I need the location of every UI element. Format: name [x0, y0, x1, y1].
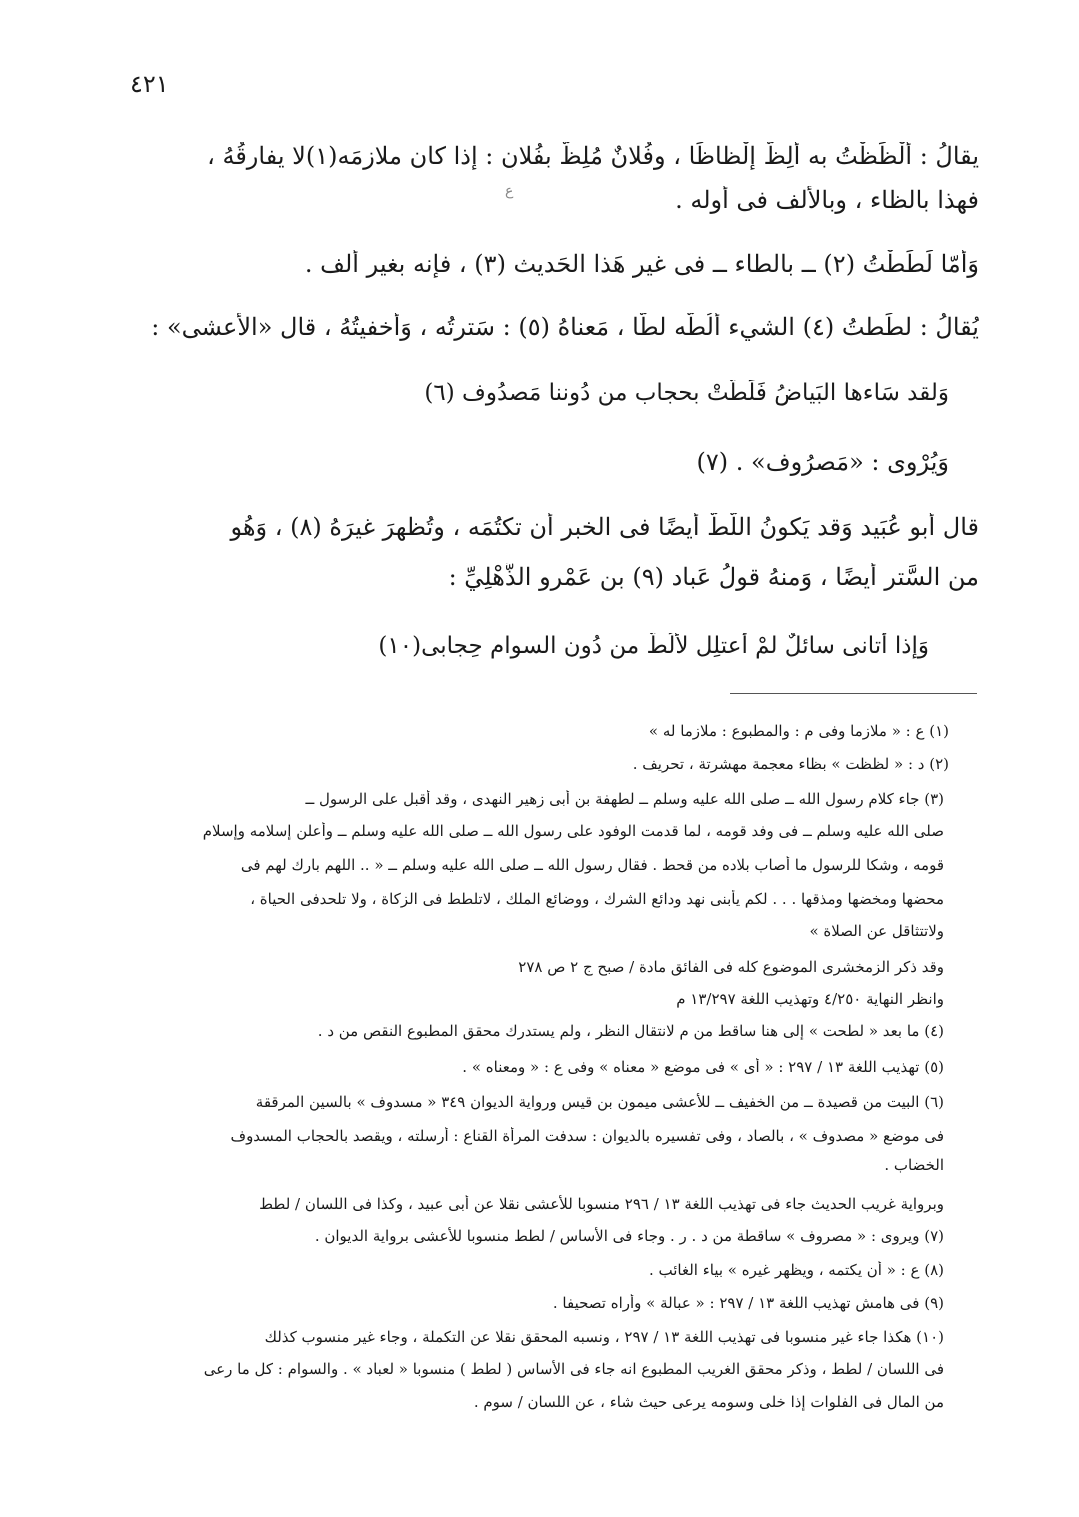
main-line: وَأَمّا لَطَطْتُ (٢) ــ بالطاء ــ فى غير هَذا الحَديث (٣) ، فإنه بغير ألف . [304, 250, 979, 278]
footnote-line: (٨) ع : « أن يكتمه ، ويظهر غيره » بياء الغائب . [648, 1261, 944, 1279]
footnote-line: (٦) البيت من قصيدة ــ من الخفيف ــ للأعشى ميمون بن قيس ورواية الديوان ٣٤٩ « مسدوف » بالسين المرققة [255, 1093, 944, 1111]
footnote-line: (٤) ما بعد « لطحت » إلى هنا ساقط من م لانتقال النظر ، ولم يستدرك محقق المطبوع النقص من د . [317, 1022, 944, 1040]
footnote-line: فى اللسان / لطط ، وذكر محقق الغريب المطبوع انه جاء فى الأساس ( لطط ) منسوبا « لعباد » . والسوام : كل ما رعى [203, 1360, 944, 1378]
footnote-line: وانظر النهاية ٤/٢٥٠ وتهذيب اللغة ١٣/٢٩٧ م [676, 990, 944, 1008]
footnote-line: (٥) تهذيب اللغة ١٣ / ٢٩٧ : « أى » فى موضع « معناه » وفى ع : « ومعناه » . [462, 1058, 944, 1076]
page-number: ٤٢١ [130, 70, 169, 98]
main-line: من السَّتر أيضًا ، وَمنهُ قولُ عَباد (٩) بن عَمْرو الذُّهْلِيِّ : [448, 563, 979, 591]
footnote-line: الخضاب . [884, 1156, 944, 1174]
verse-line: وَإِذا أَتانى سائلٌ لمْ أَعتلِل لأَلُطّ من دُون السوام حِجابى(١٠) [378, 633, 929, 659]
footnote-line: وقد ذكر الزمخشرى الموضوع كله فى الفائق مادة / صبح ج ٢ ص ٢٧٨ [518, 958, 944, 976]
main-line: يُقالُ : لطَطتُ (٤) الشيء أَلُطُّه لطًّا ، مَعناهُ (٥) : سَترتُه ، وَأَخفيتُهُ ، قال «الأعشى» : [151, 313, 979, 341]
footnote-line: محضها ومخضها ومذقها . . . لكم يأبنى نهد ودائع الشرك ، ووضائع الملك ، لاتلطط فى الزكاة ، ولا تلحدفى الحياة ، [250, 890, 944, 908]
footnote-line: (١٠) هكذا جاء غير منسوبا فى تهذيب اللغة ١٣ / ٢٩٧ ، ونسبه المحقق نقلا عن التكملة ، وجاء غير منسوب كذلك [264, 1328, 944, 1346]
main-line: وَيُرْوى : «مَصرُوف» . (٧) [696, 448, 949, 476]
verse-line: وَلقد سَاءها البَياضُ فَلَطَّتْ بحجاب من دُوننا مَصدُوف (٦) [424, 380, 949, 406]
footnote-line: (٢) د : « لظظت » بظاء معجمة مهشرتة ، تحريف . [632, 755, 949, 773]
footnote-line: (٧) ويروى : « مصروف » ساقطة من د . ر . وجاء فى الأساس / لطط منسوبا للأعشى برواية الديوان . [314, 1227, 944, 1245]
footnote-line: (١) ع : « ملازما وفى م : والمطبوع : ملازما له » [648, 722, 949, 740]
footnote-line: (٩) فى هامش تهذيب اللغة ١٣ / ٢٩٧ : « عبالة » وأراه تصحيفا . [552, 1294, 944, 1312]
main-line: يقالُ : أَلْظَظْتُ به أَلِظُّ إلْظاظًا ، وفُلانٌ مُلِظٌّ بفُلانٍ : إذا كان ملازمَه(١)لا يفارقُهُ ، [207, 142, 979, 170]
footnote-line: قومه ، وشكا للرسول ما أصاب بلاده من قحط . فقال رسول الله ــ صلى الله عليه وسلم ــ « .. اللهم بارك لهم فى [240, 856, 944, 874]
footnote-line: وبرواية غريب الحديث جاء فى تهذيب اللغة ١٣ / ٢٩٦ منسوبا للأعشى نقلا عن أبى عبيد ، وكذا فى اللسان / لطط [259, 1195, 944, 1213]
footnote-divider [730, 693, 977, 694]
main-line: فهذا بالظاء ، وبالألف فى أوله . [675, 186, 979, 214]
footnote-line: (٣) جاء كلام رسول الله ــ صلى الله عليه وسلم ــ لطهفة بن أبى زهير النهدى ، وقد أقبل على الرسول ــ [305, 790, 944, 808]
footnote-line: صلى الله عليه وسلم ــ فى وفد قومه ، لما قدمت الوفود على رسول الله ــ صلى الله عليه وسلم ــ وأعلن إسلامه وإسلام [202, 822, 944, 840]
footnote-line: من المال فى الفلوات إذا خلى وسومه يرعى حيث شاء ، عن اللسان / سوم . [473, 1393, 944, 1411]
main-line: قال أبو عُبَيد وَقد يَكونُ اللَّطُّ أَيضًا فى الخبر أَن تكتُمَه ، وتُظهرَ غيرَهُ (٨) ، وَهُو [230, 513, 979, 541]
footnote-line: فى موضع « مصدوف » ، بالصاد ، وفى تفسيره بالديوان : سدفت المرأة القناع : أرسلته ، ويقصد بالحجاب المسدوف [230, 1127, 944, 1145]
margin-mark: ع [505, 183, 514, 199]
footnote-line: ولاتتثاقل عن الصلاة » [809, 922, 944, 940]
